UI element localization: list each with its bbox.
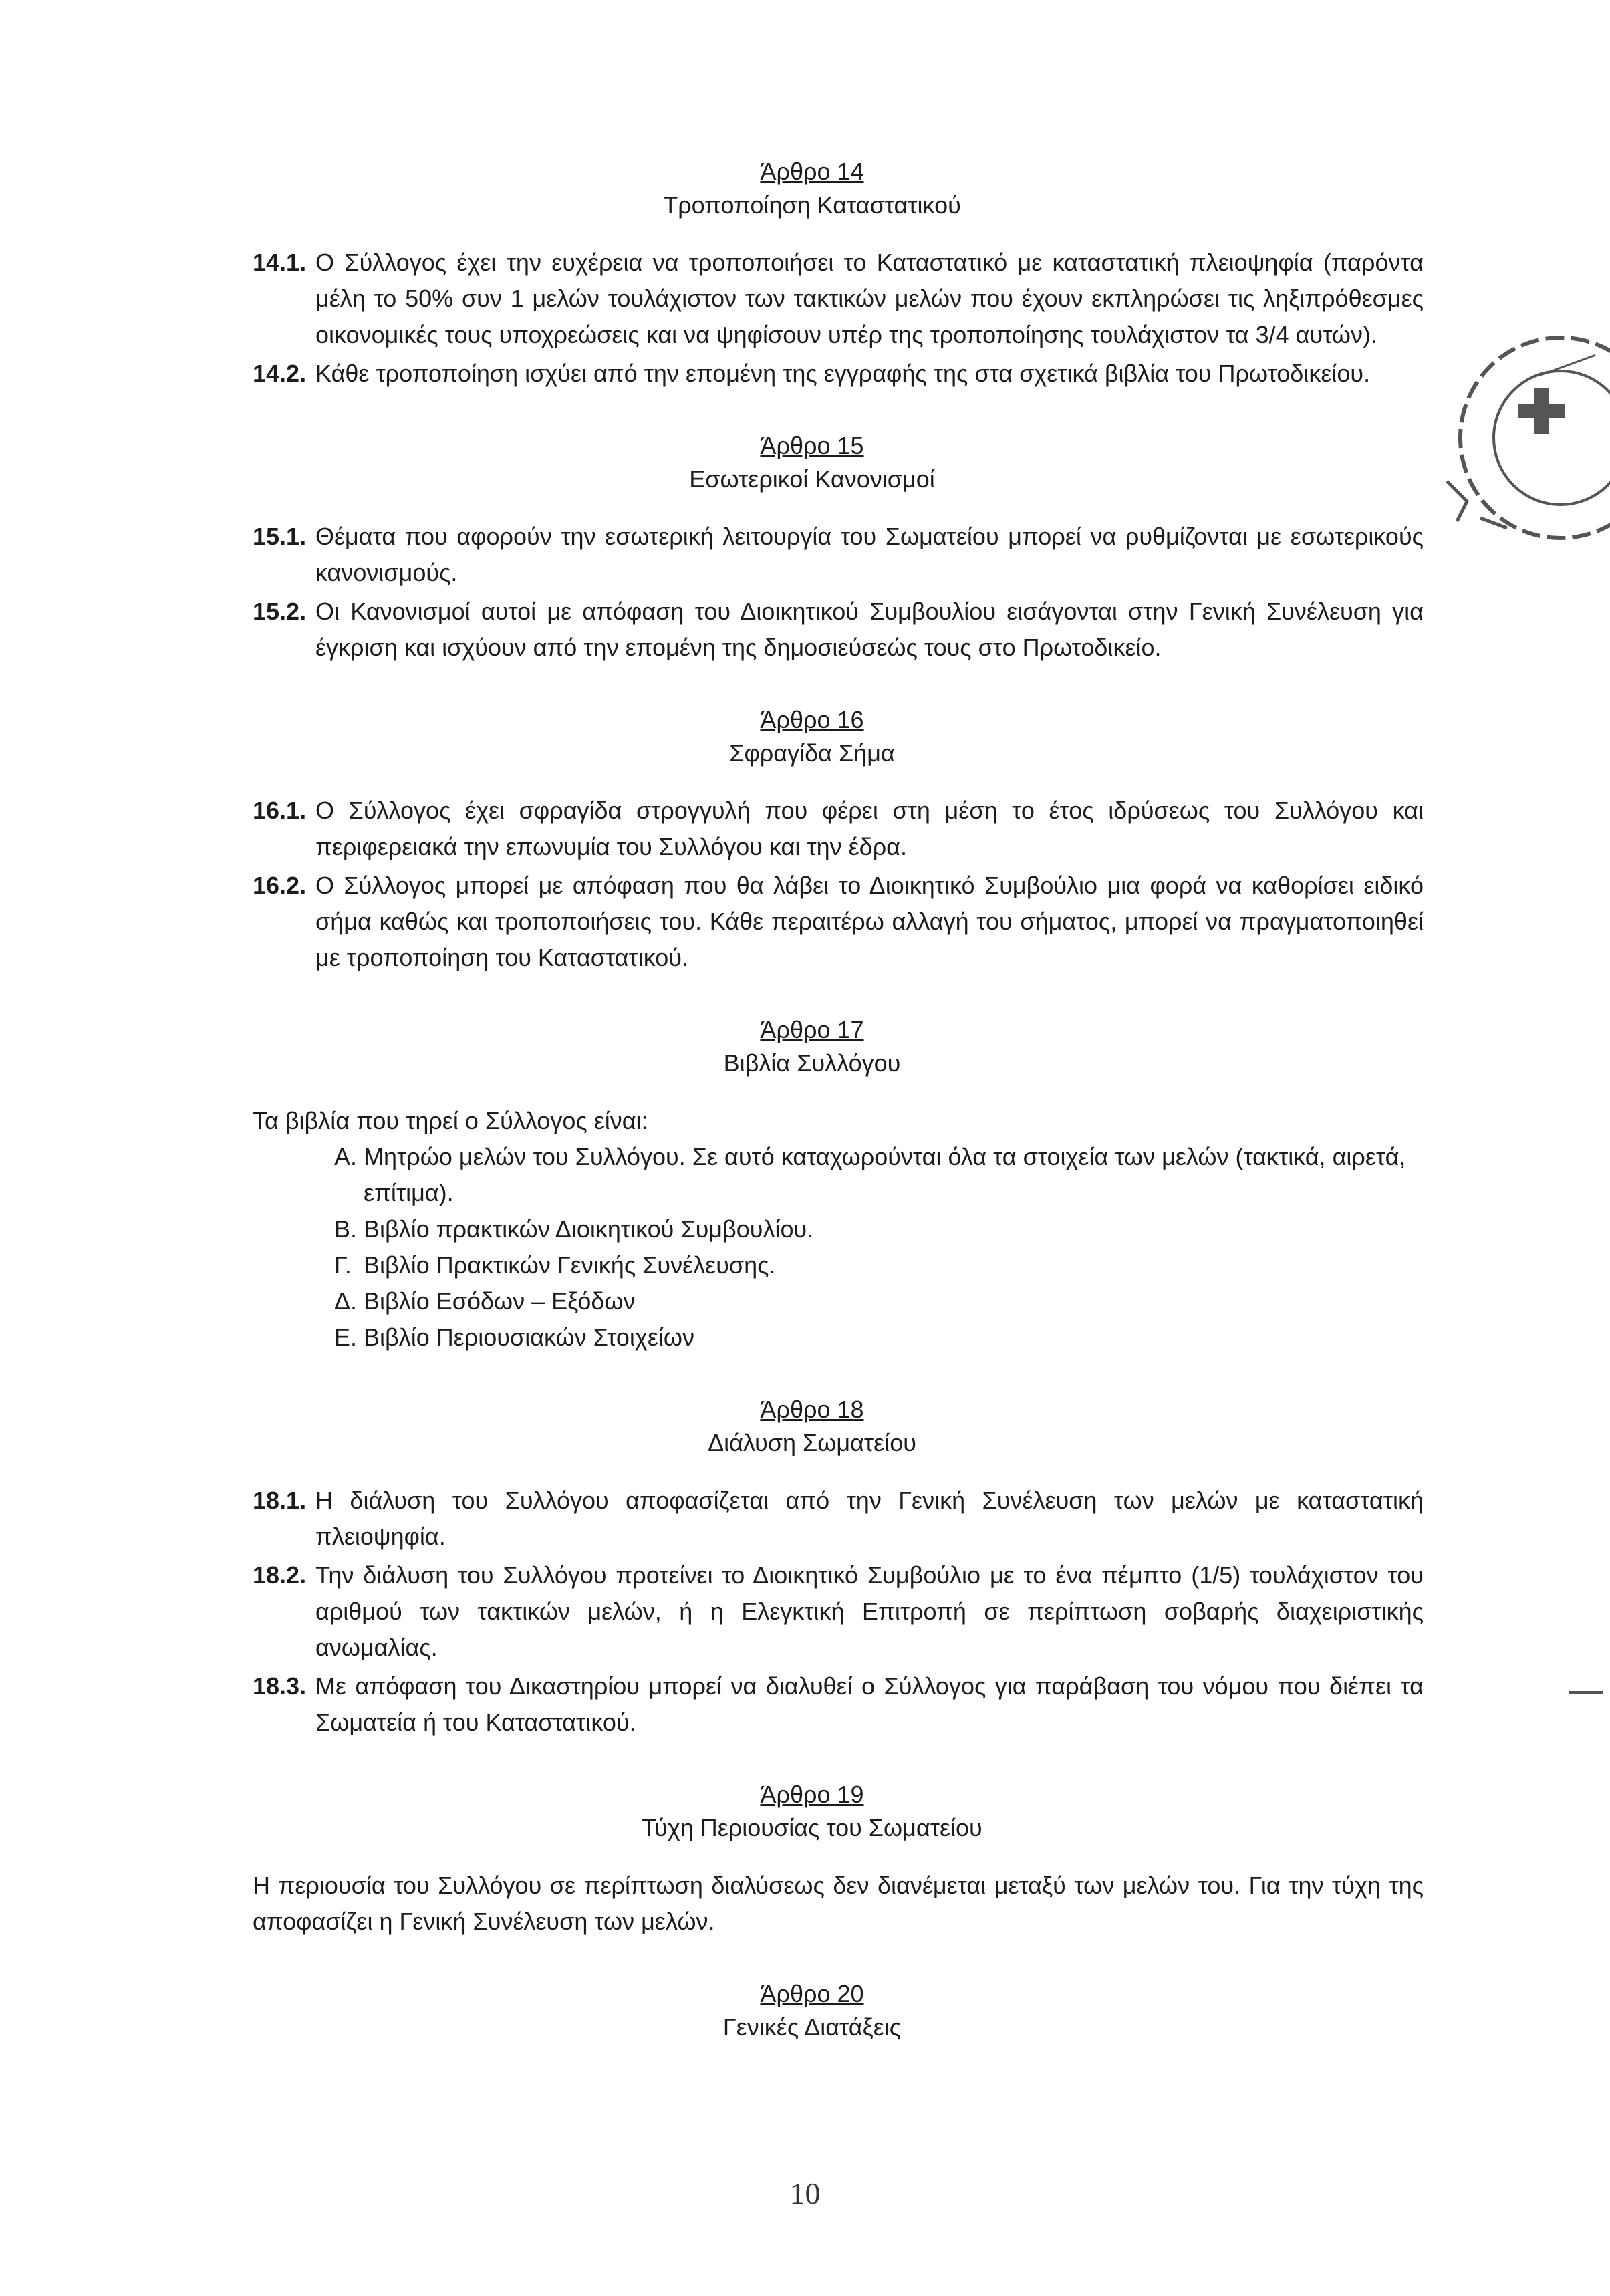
- list-item: [200, 1211, 1424, 1247]
- list-item: [200, 1319, 1424, 1356]
- clause-number: 14.1.: [253, 249, 307, 276]
- clause-number: 15.1.: [253, 523, 307, 550]
- article-number: Άρθρο 18: [760, 1396, 864, 1423]
- list-text: Βιβλίο πρακτικών Διοικητικού Συμβουλίου.: [364, 1215, 814, 1243]
- list-text: Βιβλίο Πρακτικών Γενικής Συνέλευσης.: [364, 1251, 776, 1279]
- article-heading: [200, 429, 1424, 496]
- clause-text: Θέματα που αφορούν την εσωτερική λειτουργία του Σωματείου μπορεί να ρυθμίζονται με εσωτερικούς κανονισμούς.: [315, 523, 1424, 586]
- clause-number: 14.2.: [253, 360, 307, 387]
- clause-number: 15.2.: [253, 598, 307, 625]
- clause: [200, 1483, 1424, 1555]
- article-title: Γενικές Διατάξεις: [722, 2013, 902, 2041]
- article-number: Άρθρο 20: [760, 1980, 864, 2007]
- list-letter: Α.: [334, 1143, 358, 1170]
- clause: [200, 1668, 1424, 1741]
- clause: [200, 594, 1424, 666]
- list-letter: Β.: [334, 1215, 358, 1243]
- article-heading: [200, 1013, 1424, 1080]
- list-text: Μητρώο μελών του Συλλόγου. Σε αυτό καταχωρούνται όλα τα στοιχεία των μελών (τακτικά, αιρετά, επίτιμα).: [364, 1143, 1406, 1206]
- article-title: Βιβλία Συλλόγου: [723, 1049, 901, 1077]
- document-body: [200, 155, 1424, 2044]
- article-number: Άρθρο 19: [760, 1781, 864, 1808]
- clause-number: 18.3.: [253, 1672, 307, 1700]
- article-heading: [200, 1393, 1424, 1460]
- clause-text: Ο Σύλλογος έχει σφραγίδα στρογγυλή που φέρει στη μέση το έτος ιδρύσεως του Συλλόγου και περιφερειακά την επωνυμία του Συλλόγου και την έδρα.: [315, 797, 1424, 860]
- clause: [200, 1557, 1424, 1666]
- article-title: Διάλυση Σωματείου: [708, 1429, 916, 1456]
- list-item: [200, 1283, 1424, 1319]
- stamp-outer-ring: [1460, 338, 1610, 538]
- scan-edge-mark: [1569, 1691, 1603, 1694]
- article-title: Εσωτερικοί Κανονισμοί: [689, 465, 935, 493]
- article-number: Άρθρο 14: [760, 158, 864, 185]
- article-number: Άρθρο 15: [760, 432, 864, 459]
- list-item: [200, 1247, 1424, 1283]
- article-title: Σφραγίδα Σήμα: [729, 739, 895, 767]
- article-heading: [200, 1977, 1424, 2044]
- article-number: Άρθρο 16: [760, 706, 864, 733]
- article-title: Τροποποίηση Καταστατικού: [663, 191, 961, 219]
- page-number: 10: [789, 2176, 821, 2210]
- clause: [200, 519, 1424, 591]
- clause-text: Η διάλυση του Συλλόγου αποφασίζεται από την Γενική Συνέλευση των μελών με καταστατική πλειοψηφία.: [315, 1487, 1424, 1550]
- clause-text: Ο Σύλλογος μπορεί με απόφαση που θα λάβει το Διοικητικό Συμβούλιο μια φορά να καθορίσει ειδικό σήμα καθώς και τροποποιήσεις του. Κάθε περαιτέρω αλλαγή του σήματος, μπορεί να πραγματοποιηθεί με τροποποίηση του Καταστατικού.: [315, 872, 1424, 971]
- clause-number: 18.1.: [253, 1487, 307, 1514]
- list-letter: Γ.: [334, 1251, 352, 1279]
- article-number: Άρθρο 17: [760, 1016, 864, 1043]
- clause-number: 16.2.: [253, 872, 307, 899]
- clause: [200, 868, 1424, 976]
- clause-number: 16.1.: [253, 797, 307, 824]
- clause-number: 18.2.: [253, 1561, 307, 1589]
- list-letter: Δ.: [334, 1287, 358, 1315]
- clause: [200, 356, 1424, 392]
- list-text: Βιβλίο Εσόδων – Εξόδων: [364, 1287, 636, 1315]
- list-text: Βιβλίο Περιουσιακών Στοιχείων: [364, 1323, 694, 1351]
- clause: [200, 245, 1424, 353]
- list-intro: Τα βιβλία που τηρεί ο Σύλλογος είναι:: [253, 1107, 648, 1134]
- stamp-fragment-mark: [1447, 481, 1467, 521]
- clause: [200, 793, 1424, 865]
- article-heading: [200, 1778, 1424, 1845]
- article-heading: [200, 703, 1424, 770]
- clause-text: Με απόφαση του Δικαστηρίου μπορεί να διαλυθεί ο Σύλλογος για παράβαση του νόμου που διέπει τα Σωματεία ή του Καταστατικού.: [315, 1672, 1424, 1736]
- emblem-cross-icon: [1518, 388, 1565, 434]
- clause-text: Κάθε τροποποίηση ισχύει από την επομένη της εγγραφής της στα σχετικά βιβλία του Πρωτοδικείου.: [315, 360, 1371, 387]
- list-letter: Ε.: [334, 1323, 358, 1351]
- article-title: Τύχη Περιουσίας του Σωματείου: [642, 1814, 982, 1841]
- clause-text: Οι Κανονισμοί αυτοί με απόφαση του Διοικητικού Συμβουλίου εισάγονται στην Γενική Συνέλευση για έγκριση και ισχύουν από την επομένη της δημοσιεύσεώς τους στο Πρωτοδικείο.: [315, 598, 1424, 661]
- list-item: [200, 1139, 1424, 1211]
- article-paragraph: Η περιουσία του Συλλόγου σε περίπτωση διαλύσεως δεν διανέμεται μεταξύ των μελών του. Για την τύχη της αποφασίζει η Γενική Συνέλευση των μελών.: [253, 1872, 1424, 1935]
- clause-text: Ο Σύλλογος έχει την ευχέρεια να τροποποιήσει το Καταστατικό με καταστατική πλειοψηφία (παρόντα μέλη το 50% συν 1 μελών τουλάχιστον των τακτικών μελών που έχουν εκπληρώσει τις ληξιπρόθεσμες οικονομικές τους υποχρεώσεις και να ψηφίσουν υπέρ της τροποποίησης τουλάχιστον τα 3/4 αυτών).: [315, 249, 1424, 348]
- article-heading: [200, 155, 1424, 222]
- stamp-inner-ring: [1494, 371, 1610, 505]
- clause-text: Την διάλυση του Συλλόγου προτείνει το Διοικητικό Συμβούλιο με το ένα πέμπτο (1/5) τουλάχιστον του αριθμού των τακτικών μελών, ή η Ελεγκτική Επιτροπή σε περίπτωση σοβαρής διαχειριστικής ανωμαλίας.: [315, 1561, 1424, 1661]
